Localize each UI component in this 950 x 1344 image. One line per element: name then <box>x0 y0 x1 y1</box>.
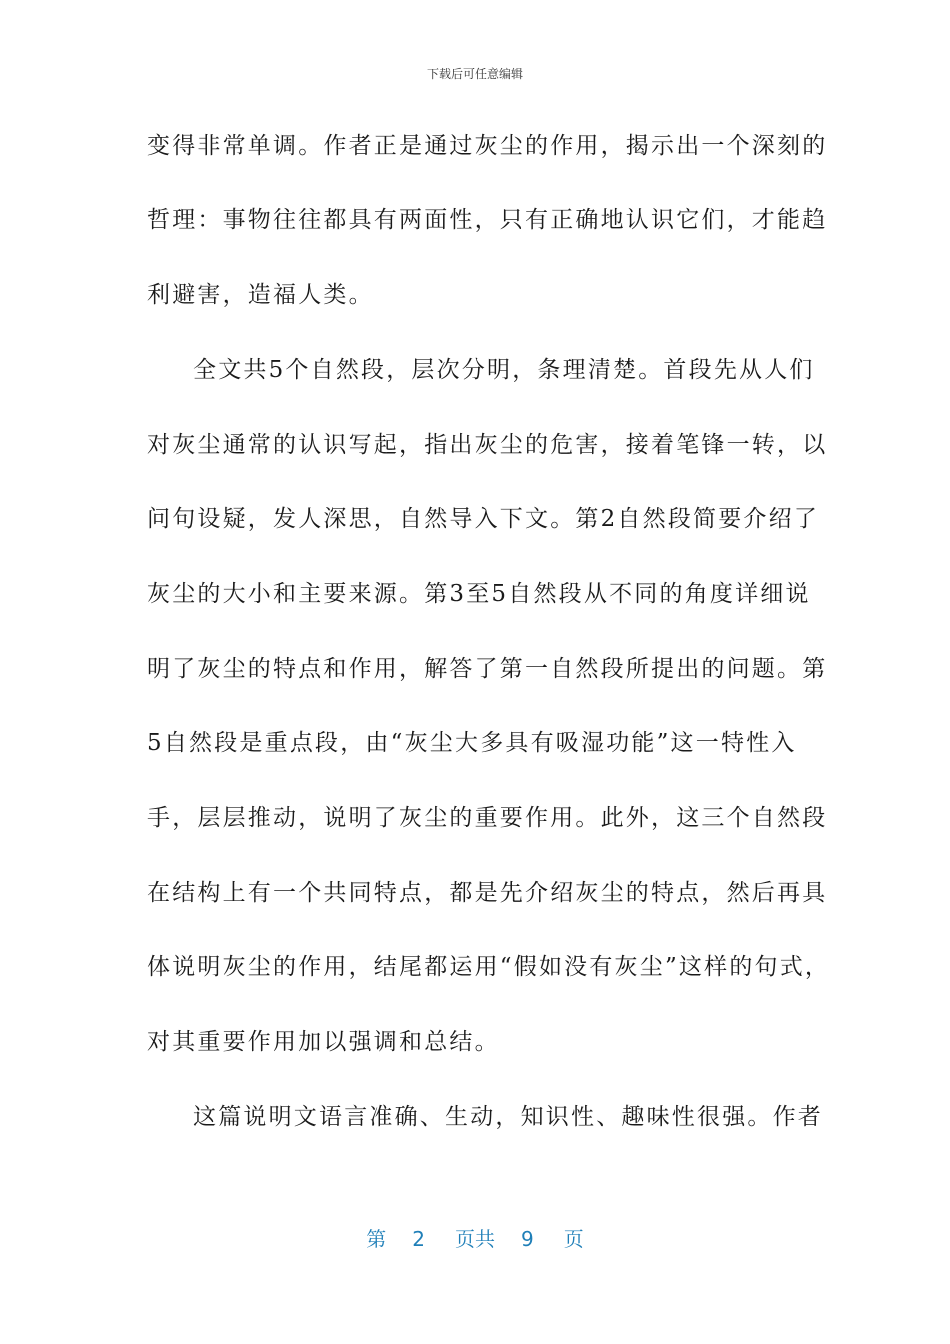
footer-ye-gong: 页共 <box>455 1227 495 1251</box>
text-line: 手，层层推动，说明了灰尘的重要作用。此外，这三个自然段 <box>147 805 828 831</box>
page-footer <box>0 1225 950 1253</box>
footer-di: 第 <box>366 1227 387 1251</box>
text-line: 利避害，造福人类。 <box>147 282 374 308</box>
text-line: 在结构上有一个共同特点，都是先介绍灰尘的特点，然后再具 <box>147 880 828 906</box>
paragraph-start-line: 全文共5个自然段，层次分明，条理清楚。首段先从人们 <box>193 357 815 383</box>
text-line: 5自然段是重点段，由“灰尘大多具有吸湿功能”这一特性入 <box>147 730 797 756</box>
text-line: 灰尘的大小和主要来源。第3至5自然段从不同的角度详细说 <box>147 581 811 607</box>
text-line: 问句设疑，发人深思，自然导入下文。第2自然段简要介绍了 <box>147 506 820 532</box>
paragraph-start-line: 这篇说明文语言准确、生动，知识性、趣味性很强。作者 <box>193 1104 823 1130</box>
text-line: 对灰尘通常的认识写起，指出灰尘的危害，接着笔锋一转，以 <box>147 432 828 458</box>
text-line: 体说明灰尘的作用，结尾都运用“假如没有灰尘”这样的句式， <box>147 954 831 980</box>
footer-ye: 页 <box>563 1227 584 1251</box>
total-page-number: 9 <box>521 1227 534 1251</box>
page-header-note: 下载后可任意编辑 <box>426 67 523 81</box>
text-line: 变得非常单调。作者正是通过灰尘的作用，揭示出一个深刻的 <box>147 133 828 159</box>
text-line: 对其重要作用加以强调和总结。 <box>147 1029 500 1055</box>
text-line: 明了灰尘的特点和作用，解答了第一自然段所提出的问题。第 <box>147 656 828 682</box>
current-page-number: 2 <box>412 1227 425 1251</box>
text-line: 哲理：事物往往都具有两面性，只有正确地认识它们，才能趋 <box>147 207 828 233</box>
